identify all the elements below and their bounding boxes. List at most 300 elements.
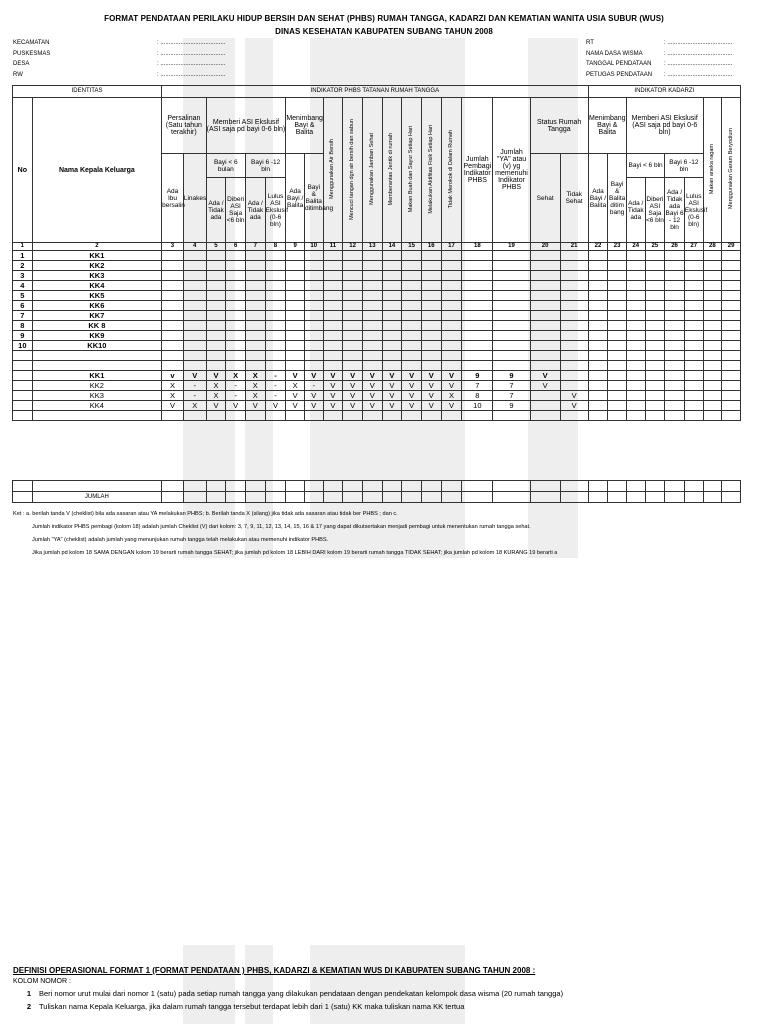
table-cell	[703, 261, 722, 271]
header-ada-bayi-balita: Ada Bayi / Balita	[286, 154, 305, 243]
note-line: Jika jumlah pd kolom 18 SAMA DENGAN kolom 19 berarti rumah tangga SEHAT; jika jumlah pd kolom 18 LEBIH DARI kolom 19 berarti rumah tangga TIDAK SEHAT; jika jumlah pd kolom 18 KURANG 19 berarti a	[32, 550, 558, 556]
header-k-diberi-asi: Diberi ASI Saja <6 bln	[645, 178, 665, 243]
table-cell	[703, 401, 722, 411]
example-cell: V	[382, 391, 402, 401]
table-cell	[626, 481, 645, 492]
table-cell	[684, 401, 703, 411]
header-ada-tidak-ada-6-12: Ada / Tidak ada	[245, 178, 265, 243]
table-cell	[626, 492, 645, 503]
example-cell: -	[226, 391, 246, 401]
table-cell	[560, 321, 588, 331]
table-row	[13, 271, 741, 281]
example-kepala-keluarga: KK4	[32, 401, 161, 411]
table-cell	[665, 492, 685, 503]
table-cell	[645, 481, 665, 492]
example-cell: V	[206, 371, 226, 381]
example-cell: V	[323, 371, 343, 381]
table-cell	[645, 341, 665, 351]
example-cell: V	[362, 401, 382, 411]
table-cell	[608, 261, 627, 271]
note-line: Ket : a. berilah tanda V (cheklist) bila ada sasaran atau YA melakukan PHBS; b. Berilah tanda X (silang) jika tidak ada sasaran atau tidak ber PHBS ; dan c.	[13, 511, 398, 517]
table-cell	[13, 381, 33, 391]
table-cell	[588, 411, 608, 421]
table-cell	[684, 492, 703, 503]
example-kepala-keluarga: KK3	[32, 391, 161, 401]
table-cell	[560, 261, 588, 271]
table-cell	[421, 331, 441, 341]
header-cuci-tangan: Mencuci tangan dgn air bersih dan sabun	[343, 98, 363, 243]
header-k-ada-bayi: Ada Bayi / Balita	[588, 154, 608, 243]
table-cell	[226, 261, 246, 271]
table-cell	[421, 271, 441, 281]
table-cell	[645, 271, 665, 281]
table-cell	[226, 311, 246, 321]
table-cell	[588, 271, 608, 281]
column-number-cell: 14	[382, 243, 402, 251]
table-cell	[304, 251, 323, 261]
example-cell: V	[265, 401, 286, 411]
example-cell: V	[362, 371, 382, 381]
table-cell	[462, 291, 493, 301]
table-cell	[382, 341, 402, 351]
table-cell	[286, 311, 305, 321]
table-cell	[703, 492, 722, 503]
table-cell	[183, 311, 206, 321]
table-cell	[608, 391, 627, 401]
table-cell	[286, 351, 305, 361]
example-cell	[530, 401, 560, 411]
table-cell	[665, 411, 685, 421]
table-cell	[441, 411, 462, 421]
table-cell	[402, 251, 422, 261]
definisi-item-number: 1	[26, 989, 31, 998]
table-cell	[206, 261, 226, 271]
table-cell	[382, 361, 402, 371]
example-cell: V	[402, 391, 422, 401]
header-sehat: Sehat	[530, 154, 560, 243]
example-cell: V	[441, 381, 462, 391]
definisi-item-text: Tuliskan nama Kepala Keluarga, jika dalam rumah tangga tersebut terdapat lebih dari 1 (satu) KK maka tuliskan nama KK tertua	[39, 1002, 465, 1011]
table-cell	[323, 411, 343, 421]
example-cell: X	[441, 391, 462, 401]
example-cell: 9	[493, 371, 530, 381]
table-cell	[362, 261, 382, 271]
table-cell	[530, 411, 560, 421]
row-number: 8	[13, 321, 33, 331]
example-cell: X	[245, 381, 265, 391]
table-cell	[441, 291, 462, 301]
example-cell: V	[530, 381, 560, 391]
column-number-cell: 12	[343, 243, 363, 251]
table-cell	[722, 271, 741, 281]
example-cell: V	[530, 371, 560, 381]
table-cell	[645, 391, 665, 401]
definisi-item-number: 2	[26, 1002, 31, 1011]
row-number: 5	[13, 291, 33, 301]
example-cell: V	[323, 401, 343, 411]
table-cell	[421, 341, 441, 351]
table-cell	[265, 251, 286, 261]
example-cell: V	[343, 391, 363, 401]
table-cell	[382, 281, 402, 291]
table-cell	[206, 331, 226, 341]
table-cell	[588, 481, 608, 492]
row-number: 1	[13, 251, 33, 261]
meta-tanggal-pendataan: TANGGAL PENDATAAN : .......................................	[586, 61, 733, 67]
table-cell	[421, 301, 441, 311]
table-cell	[343, 271, 363, 281]
meta-nama-dasa-wisma: NAMA DASA WISMA : .......................................	[586, 50, 733, 57]
table-cell	[530, 321, 560, 331]
table-cell	[684, 301, 703, 311]
table-cell	[684, 261, 703, 271]
table-cell	[462, 251, 493, 261]
table-cell	[286, 291, 305, 301]
table-cell	[32, 351, 161, 361]
table-cell	[703, 351, 722, 361]
table-cell	[323, 481, 343, 492]
table-cell	[206, 311, 226, 321]
table-cell	[421, 291, 441, 301]
table-cell	[382, 351, 402, 361]
table-cell	[162, 261, 184, 271]
table-cell	[286, 361, 305, 371]
header-linakes: Linakes	[183, 154, 206, 243]
example-cell: V	[183, 371, 206, 381]
table-cell	[183, 281, 206, 291]
example-cell: 9	[493, 401, 530, 411]
table-cell	[382, 311, 402, 321]
table-cell	[493, 411, 530, 421]
table-cell	[626, 411, 645, 421]
example-cell: V	[286, 401, 305, 411]
table-cell	[703, 341, 722, 351]
table-cell	[493, 261, 530, 271]
example-cell: V	[362, 381, 382, 391]
table-cell	[226, 341, 246, 351]
row-number: 4	[13, 281, 33, 291]
table-cell	[608, 381, 627, 391]
table-cell	[206, 411, 226, 421]
table-cell	[530, 351, 560, 361]
table-cell	[665, 331, 685, 341]
meta-left	[13, 38, 225, 80]
table-cell	[684, 341, 703, 351]
table-cell	[362, 341, 382, 351]
table-cell	[560, 481, 588, 492]
table-cell	[13, 371, 33, 381]
header-diberi-asi: Diberi ASI Saja <6 bln	[226, 178, 246, 243]
row-number: 7	[13, 311, 33, 321]
table-cell	[588, 281, 608, 291]
table-cell	[304, 271, 323, 281]
table-cell	[162, 311, 184, 321]
table-cell	[441, 481, 462, 492]
table-cell	[608, 291, 627, 301]
column-number-cell: 19	[493, 243, 530, 251]
definisi-item-text: Beri nomor urut mulai dari nomor 1 (satu) pada setiap rumah tangga yang dilakukan pendataan dengan pendekatan kelompok dasa wisma (20 rumah tangga)	[39, 989, 564, 998]
table-cell	[323, 331, 343, 341]
table-cell	[183, 411, 206, 421]
table-cell	[665, 251, 685, 261]
example-cell: 7	[493, 381, 530, 391]
column-number-cell: 23	[608, 243, 627, 251]
table-cell	[245, 291, 265, 301]
table-cell	[286, 411, 305, 421]
phbs-data-table	[12, 85, 741, 421]
table-cell	[665, 261, 685, 271]
table-cell	[626, 401, 645, 411]
example-row	[13, 401, 741, 411]
table-cell	[362, 411, 382, 421]
table-cell	[421, 411, 441, 421]
table-cell	[245, 261, 265, 271]
table-cell	[343, 291, 363, 301]
example-cell: V	[304, 371, 323, 381]
example-kepala-keluarga: KK1	[32, 371, 161, 381]
table-cell	[362, 351, 382, 361]
table-cell	[362, 321, 382, 331]
example-cell: -	[304, 381, 323, 391]
table-cell	[462, 411, 493, 421]
column-number-cell: 8	[265, 243, 286, 251]
table-cell	[183, 492, 206, 503]
table-cell	[226, 291, 246, 301]
table-cell	[362, 331, 382, 341]
meta-rt: RT : .......................................	[586, 40, 733, 46]
meta-puskesmas: PUSKESMAS : .......................................	[13, 50, 226, 57]
notes	[13, 508, 753, 560]
table-cell	[530, 261, 560, 271]
table-cell	[645, 261, 665, 271]
table-cell	[462, 301, 493, 311]
column-number-cell: 3	[162, 243, 184, 251]
table-cell	[304, 481, 323, 492]
table-cell	[722, 492, 741, 503]
table-cell	[645, 251, 665, 261]
table-cell	[13, 411, 33, 421]
table-cell	[645, 331, 665, 341]
table-cell	[162, 251, 184, 261]
table-cell	[362, 251, 382, 261]
table-cell	[493, 311, 530, 321]
table-cell	[323, 301, 343, 311]
table-cell	[684, 271, 703, 281]
table-cell	[162, 291, 184, 301]
header-menimbang: Menimbang Bayi & Balita	[286, 98, 323, 154]
table-cell	[703, 301, 722, 311]
jumlah-row	[13, 492, 741, 503]
table-cell	[286, 331, 305, 341]
row-kepala-keluarga: KK2	[32, 261, 161, 271]
column-number-cell: 18	[462, 243, 493, 251]
table-cell	[626, 361, 645, 371]
table-cell	[343, 281, 363, 291]
table-cell	[493, 341, 530, 351]
blank-row	[13, 481, 741, 492]
example-cell: V	[441, 371, 462, 381]
table-row	[13, 261, 741, 271]
table-cell	[665, 341, 685, 351]
table-cell	[588, 381, 608, 391]
example-cell: V	[343, 381, 363, 391]
table-cell	[441, 251, 462, 261]
table-cell	[722, 261, 741, 271]
table-cell	[421, 361, 441, 371]
table-row	[13, 331, 741, 341]
example-cell	[560, 381, 588, 391]
table-cell	[382, 301, 402, 311]
table-cell	[703, 391, 722, 401]
table-cell	[245, 251, 265, 261]
table-cell	[665, 311, 685, 321]
table-cell	[265, 301, 286, 311]
header-status-rumah-tangga: Status Rumah Tangga	[530, 98, 588, 154]
table-cell	[588, 391, 608, 401]
table-cell	[665, 481, 685, 492]
table-cell	[588, 492, 608, 503]
table-cell	[265, 331, 286, 341]
table-cell	[304, 321, 323, 331]
header-jentik: Memberantas Jentik di rumah	[382, 98, 402, 243]
table-cell	[462, 321, 493, 331]
header-k-bayi-6-12: Bayi 6 -12 bln	[665, 154, 703, 178]
example-rows	[13, 371, 741, 411]
table-cell	[608, 251, 627, 261]
table-cell	[441, 341, 462, 351]
meta-right	[586, 38, 732, 80]
table-cell	[722, 481, 741, 492]
table-cell	[402, 261, 422, 271]
table-cell	[560, 361, 588, 371]
table-cell	[608, 371, 627, 381]
table-row	[13, 301, 741, 311]
example-cell: -	[265, 391, 286, 401]
table-cell	[13, 391, 33, 401]
table-cell	[588, 351, 608, 361]
table-cell	[626, 271, 645, 281]
table-cell	[265, 481, 286, 492]
example-cell: V	[245, 401, 265, 411]
table-cell	[645, 361, 665, 371]
table-cell	[162, 351, 184, 361]
table-cell	[421, 481, 441, 492]
example-cell: V	[286, 391, 305, 401]
table-cell	[343, 321, 363, 331]
table-cell	[722, 411, 741, 421]
table-cell	[402, 321, 422, 331]
table-cell	[560, 351, 588, 361]
table-cell	[462, 271, 493, 281]
household-rows	[13, 251, 741, 351]
header-lulus-asi: Lulus ASI Ekslusif (0-6 bln)	[265, 178, 286, 243]
meta-desa: DESA : .......................................	[13, 61, 226, 67]
table-cell	[245, 271, 265, 281]
table-cell	[402, 411, 422, 421]
table-cell	[665, 281, 685, 291]
table-cell	[722, 401, 741, 411]
column-number-cell: 1	[13, 243, 33, 251]
table-cell	[286, 492, 305, 503]
table-cell	[722, 371, 741, 381]
column-number-cell: 21	[560, 243, 588, 251]
table-cell	[162, 271, 184, 281]
table-cell	[245, 331, 265, 341]
column-number-cell: 20	[530, 243, 560, 251]
table-row	[13, 291, 741, 301]
table-cell	[441, 311, 462, 321]
table-cell	[362, 492, 382, 503]
definisi-operasional	[13, 966, 753, 1011]
table-cell	[304, 492, 323, 503]
table-cell	[265, 341, 286, 351]
table-cell	[362, 301, 382, 311]
table-cell	[626, 291, 645, 301]
table-cell	[162, 341, 184, 351]
table-cell	[645, 371, 665, 381]
table-cell	[560, 492, 588, 503]
example-cell: V	[323, 381, 343, 391]
table-cell	[722, 251, 741, 261]
table-cell	[645, 492, 665, 503]
column-number-cell: 17	[441, 243, 462, 251]
header-identitas: IDENTITAS	[13, 86, 162, 98]
example-cell: 10	[462, 401, 493, 411]
table-cell	[323, 281, 343, 291]
table-cell	[626, 321, 645, 331]
table-cell	[441, 351, 462, 361]
row-kepala-keluarga: KK10	[32, 341, 161, 351]
table-cell	[323, 351, 343, 361]
table-cell	[560, 311, 588, 321]
document-title: FORMAT PENDATAAN PERILAKU HIDUP BERSIH DAN SEHAT (PHBS) RUMAH TANGGA, KADARZI DAN KEMATIAN WANITA USIA SUBUR (WUS)	[104, 14, 664, 23]
example-cell: X	[183, 401, 206, 411]
table-cell	[265, 281, 286, 291]
table-cell	[462, 331, 493, 341]
table-cell	[722, 281, 741, 291]
header-air-bersih: Menggunakan Air Bersih	[323, 98, 343, 243]
table-cell	[703, 321, 722, 331]
example-cell: 7	[462, 381, 493, 391]
blank-row	[13, 351, 741, 361]
table-cell	[323, 261, 343, 271]
table-cell	[608, 331, 627, 341]
table-cell	[402, 331, 422, 341]
column-number-cell: 7	[245, 243, 265, 251]
table-cell	[645, 401, 665, 411]
table-cell	[32, 411, 161, 421]
table-cell	[162, 411, 184, 421]
table-cell	[162, 281, 184, 291]
table-cell	[265, 261, 286, 271]
example-cell: 8	[462, 391, 493, 401]
table-cell	[183, 251, 206, 261]
column-number-cell: 4	[183, 243, 206, 251]
column-number-row	[13, 243, 741, 251]
table-cell	[323, 492, 343, 503]
table-cell	[645, 281, 665, 291]
table-cell	[265, 411, 286, 421]
table-row	[13, 281, 741, 291]
table-cell	[645, 321, 665, 331]
table-cell	[441, 301, 462, 311]
table-cell	[684, 351, 703, 361]
table-cell	[183, 341, 206, 351]
column-number-cell: 26	[665, 243, 685, 251]
example-cell: V	[560, 401, 588, 411]
table-cell	[304, 261, 323, 271]
table-cell	[608, 271, 627, 281]
